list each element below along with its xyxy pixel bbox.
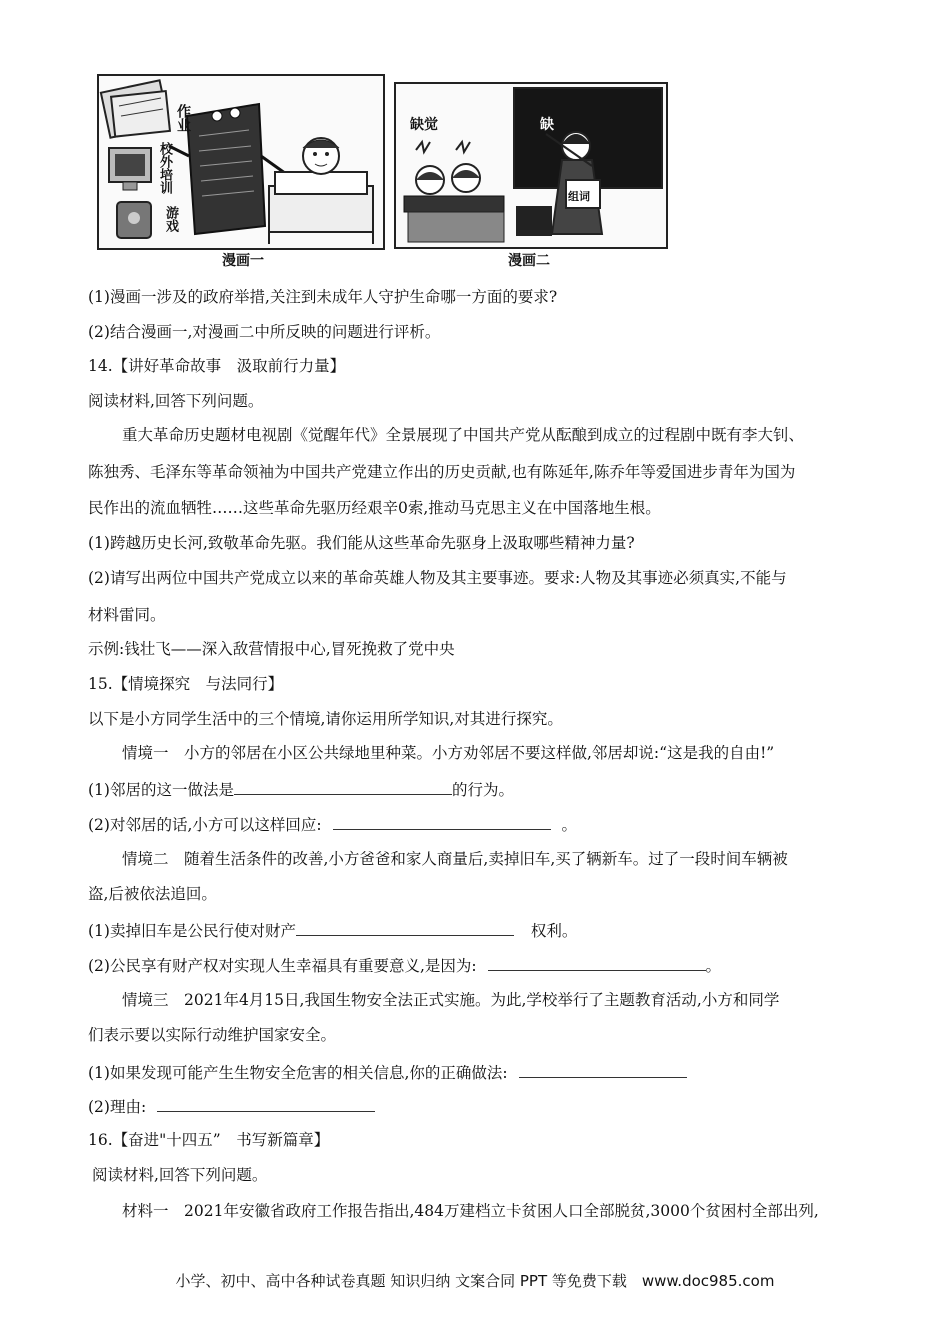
q15-s2-sub2-text: (2)公民享有财产权对实现人生幸福具有重要意义,是因为: xyxy=(88,957,477,975)
comic-two-label-word-group: 组词 xyxy=(568,190,590,203)
comic-two-drawing xyxy=(396,84,666,247)
q15-scenario1: 情境一 小方的邻居在小区公共绿地里种菜。小方劝邻居不要这样做,邻居却说:“这是我的自由!” xyxy=(122,744,775,762)
q15-scenario3-sub1 xyxy=(88,1062,687,1083)
q16-title: 16.【奋进"十四五” 书写新篇章】 xyxy=(88,1131,330,1149)
q13-sub2: (2)结合漫画一,对漫画二中所反映的问题进行评析。 xyxy=(88,323,441,341)
q15-s2-sub2-blank[interactable] xyxy=(488,955,706,971)
q15-s3-sub1-text: (1)如果发现可能产生生物安全危害的相关信息,你的正确做法: xyxy=(88,1064,508,1082)
q15-s2-sub1-end: 权利。 xyxy=(530,922,578,940)
q15-s3-sub1-blank[interactable] xyxy=(519,1062,687,1078)
q14-instruction: 阅读材料,回答下列问题。 xyxy=(88,392,264,410)
q15-s3-sub2-blank[interactable] xyxy=(157,1096,375,1112)
q15-scenario2-line1: 情境二 随着生活条件的改善,小方爸爸和家人商量后,卖掉旧车,买了辆新车。过了一段时间车辆被 xyxy=(122,850,788,868)
q15-s3-sub2-text: (2)理由: xyxy=(88,1098,147,1116)
q15-s1-sub1-text: (1)邻居的这一做法是 xyxy=(88,781,234,799)
comic-one xyxy=(97,74,385,250)
q14-material-line2: 陈独秀、毛泽东等革命领袖为中国共产党建立作出的历史贡献,也有陈延年,陈乔年等爱国进步青年为国为 xyxy=(88,463,796,481)
comic-two-label-lack-sleep: 缺觉 xyxy=(410,117,438,133)
q15-scenario1-sub2 xyxy=(88,814,577,835)
page-footer: 小学、初中、高中各种试卷真题 知识归纳 文案合同 PPT 等免费下载 www.doc985.com xyxy=(175,1272,775,1290)
comic-one-label-games: 游戏 xyxy=(163,206,178,232)
q16-instruction: 阅读材料,回答下列问题。 xyxy=(92,1166,268,1184)
q14-title: 14.【讲好革命故事 汲取前行力量】 xyxy=(88,357,346,375)
q15-scenario1-sub1 xyxy=(88,779,514,800)
comic-one-label-homework: 作业 xyxy=(175,104,191,132)
q15-s2-sub1-text: (1)卖掉旧车是公民行使对财产 xyxy=(88,922,296,940)
q15-scenario2-sub2 xyxy=(88,955,721,976)
q14-sub2-cont: 材料雷同。 xyxy=(88,606,166,624)
comic-two-label-lack: 缺 xyxy=(540,117,554,133)
q15-s1-sub1-blank[interactable] xyxy=(234,779,452,795)
comic-one-caption: 漫画一 xyxy=(222,253,264,269)
q14-sub2: (2)请写出两位中国共产党成立以来的革命英雄人物及其主要事迹。要求:人物及其事迹必须真实,不能与 xyxy=(88,569,787,587)
q15-s1-sub2-end: 。 xyxy=(561,816,577,834)
q15-s1-sub2-blank[interactable] xyxy=(333,814,551,830)
q14-example: 示例:钱壮飞——深入敌营情报中心,冒死挽救了党中央 xyxy=(88,640,455,658)
q15-instruction: 以下是小方同学生活中的三个情境,请你运用所学知识,对其进行探究。 xyxy=(88,710,563,728)
q15-scenario3-line2: 们表示要以实际行动维护国家安全。 xyxy=(88,1026,337,1044)
comic-one-drawing xyxy=(99,76,383,248)
comic-one-label-tutoring: 校外培训 xyxy=(157,142,172,194)
q15-s1-sub2-text: (2)对邻居的话,小方可以这样回应: xyxy=(88,816,322,834)
q13-sub1: (1)漫画一涉及的政府举措,关注到未成年人守护生命哪一方面的要求? xyxy=(88,288,558,306)
q14-material-line1: 重大革命历史题材电视剧《觉醒年代》全景展现了中国共产党从酝酿到成立的过程剧中既有李大钊、 xyxy=(122,426,805,444)
q15-scenario3-line1: 情境三 2021年4月15日,我国生物安全法正式实施。为此,学校举行了主题教育活动,小方和同学 xyxy=(122,991,780,1009)
q15-scenario3-sub2 xyxy=(88,1096,375,1117)
q15-scenario2-line2: 盗,后被依法追回。 xyxy=(88,885,217,903)
comic-two-caption: 漫画二 xyxy=(508,253,550,269)
q14-material-line3: 民作出的流血牺牲……这些革命先驱历经艰辛0索,推动马克思主义在中国落地生根。 xyxy=(88,499,661,517)
q15-s2-sub1-blank[interactable] xyxy=(296,920,514,936)
q15-s2-sub2-end: 。 xyxy=(705,957,722,975)
q15-scenario2-sub1 xyxy=(88,920,577,941)
q15-title: 15.【情境探究 与法同行】 xyxy=(88,675,284,693)
comic-two xyxy=(394,82,668,249)
q14-sub1: (1)跨越历史长河,致敬革命先驱。我们能从这些革命先驱身上汲取哪些精神力量? xyxy=(88,534,635,552)
q16-material1: 材料一 2021年安徽省政府工作报告指出,484万建档立卡贫困人口全部脱贫,3000个贫困村全部出列, xyxy=(122,1202,819,1220)
q15-s1-sub1-end: 的行为。 xyxy=(451,781,514,799)
